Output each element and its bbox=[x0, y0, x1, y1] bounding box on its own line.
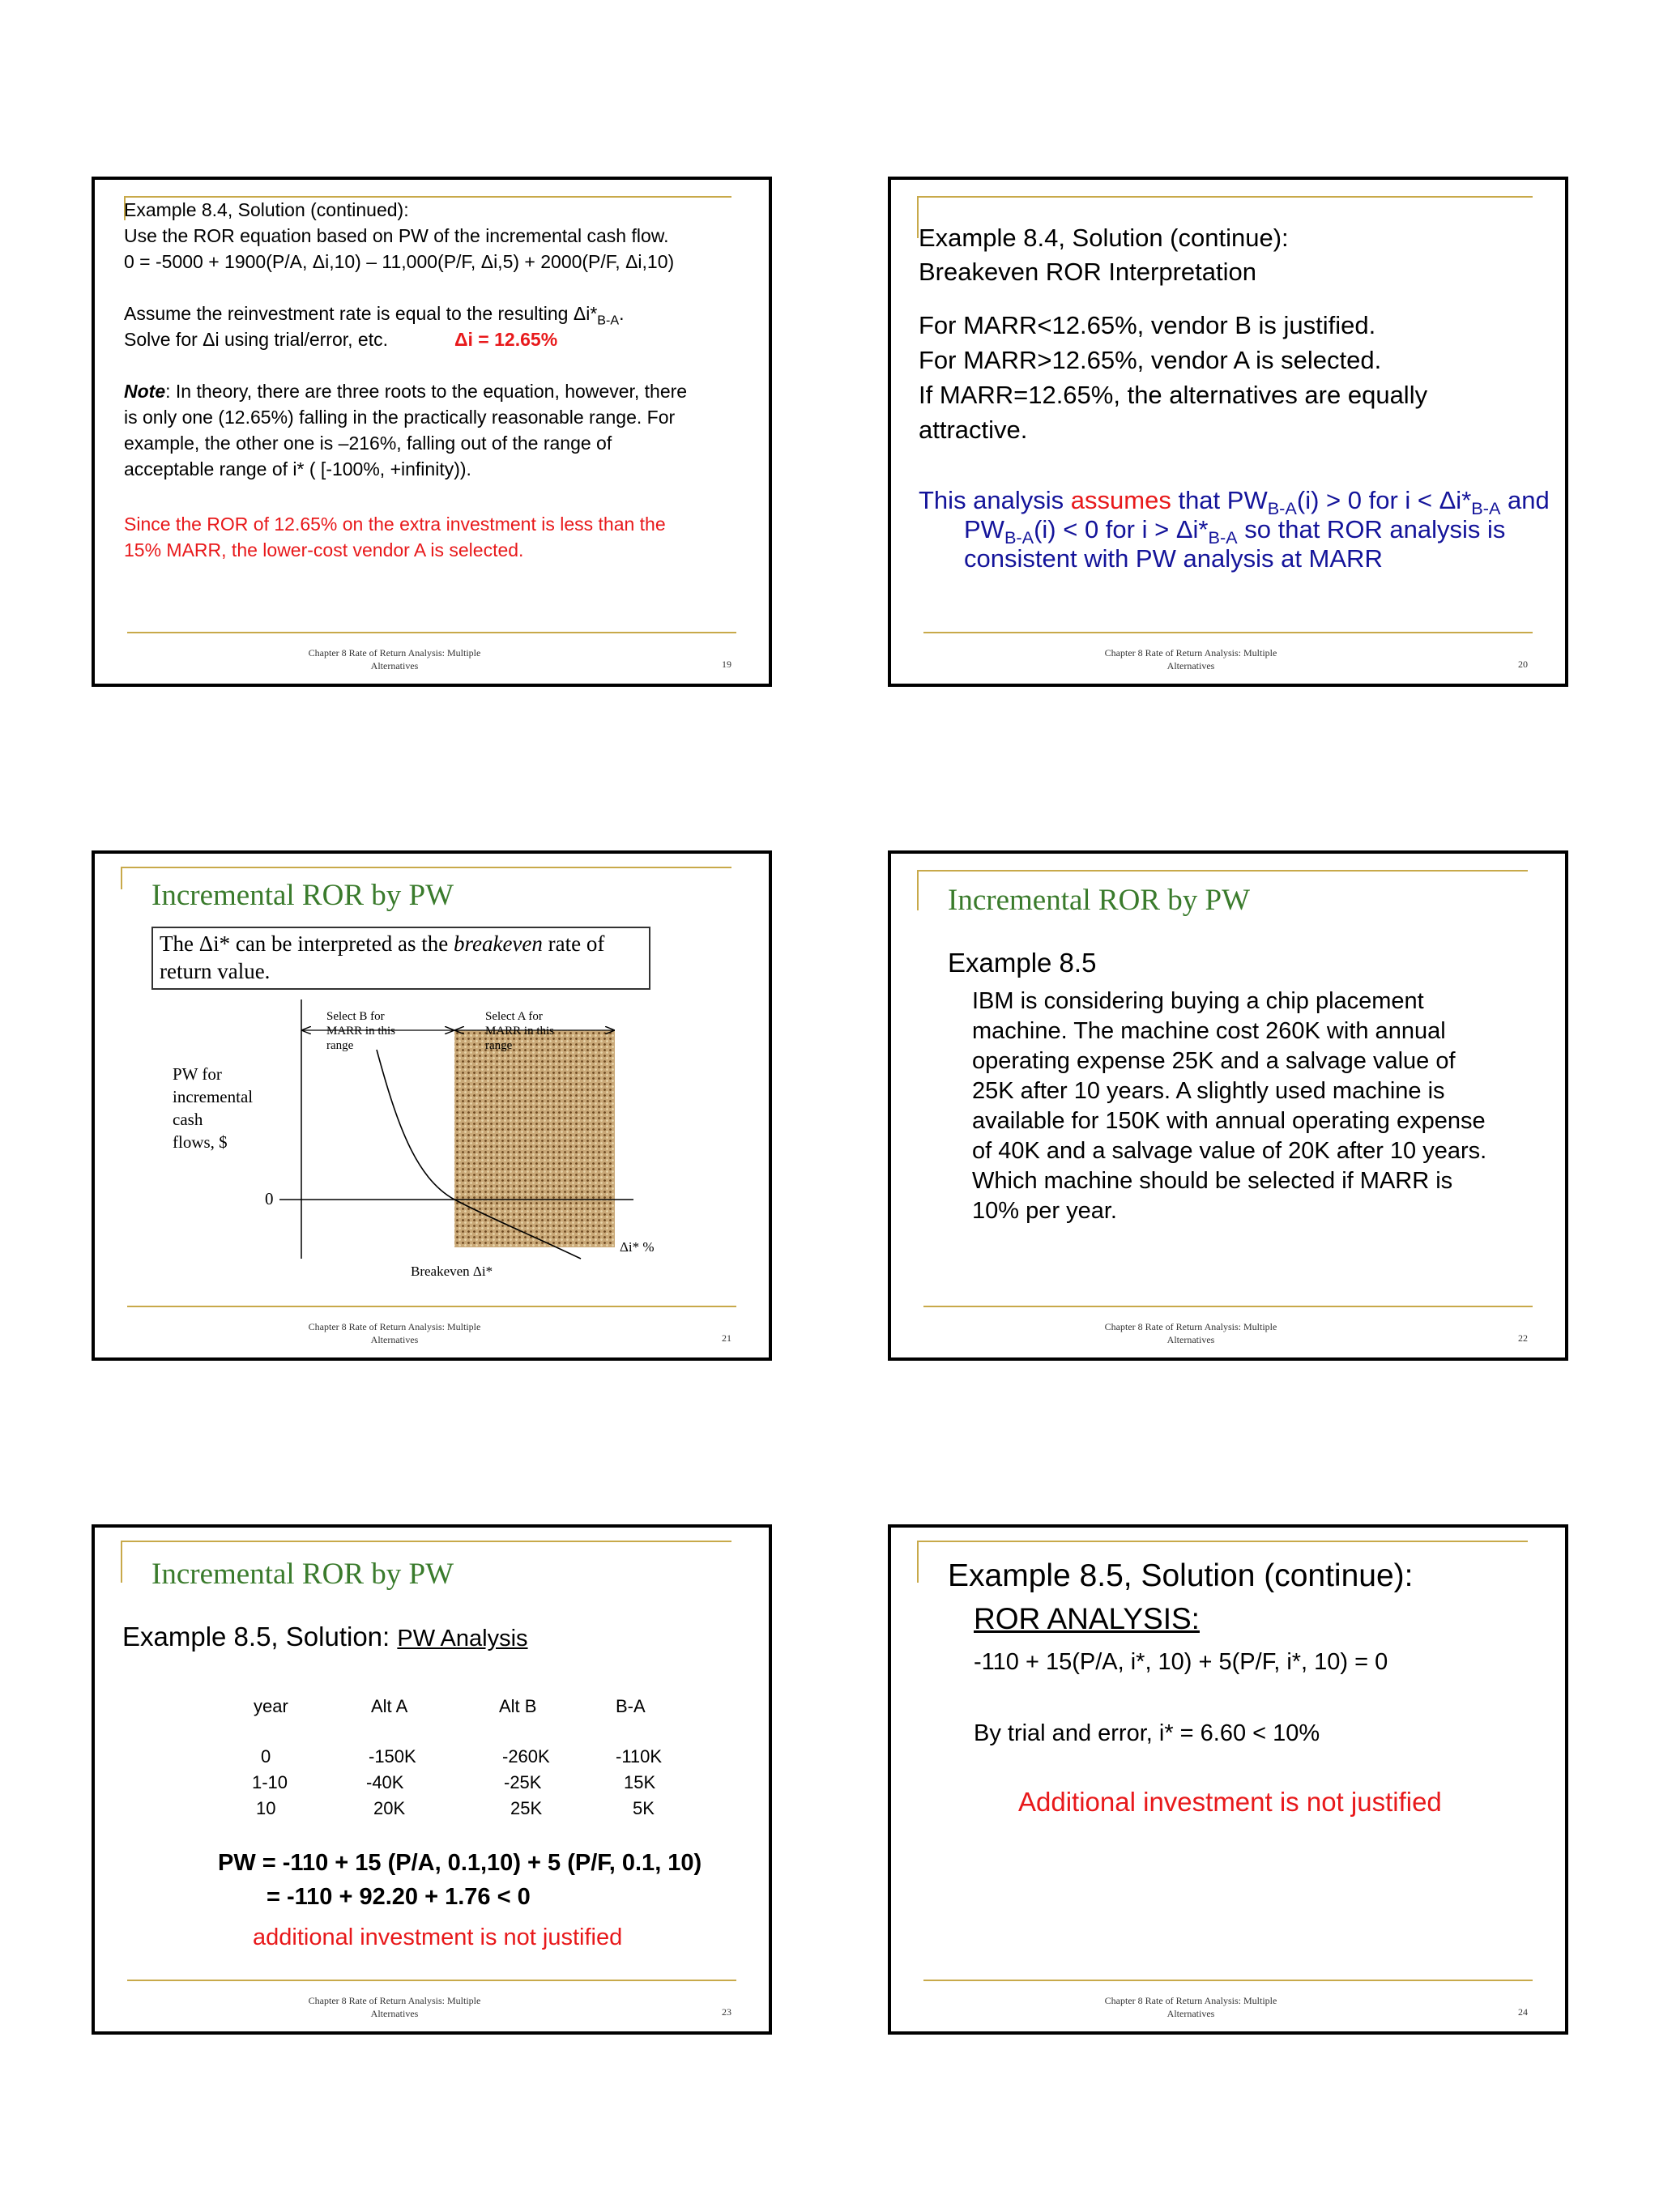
table-header-alt-a: Alt A bbox=[371, 1696, 408, 1716]
footer-text bbox=[257, 1994, 532, 2020]
slide-top-rule bbox=[124, 196, 731, 198]
body-line-2: machine. The machine cost 260K with annual bbox=[972, 1018, 1446, 1044]
footer-rule bbox=[923, 1980, 1533, 1981]
footer-line-2: Alternatives bbox=[370, 660, 419, 671]
body-line-8: 10% per year. bbox=[972, 1198, 1117, 1224]
slide-text-line: Use the ROR equation based on PW of the incremental cash flow. bbox=[124, 225, 669, 246]
table-header-alt-b: Alt B bbox=[499, 1696, 537, 1716]
conclusion-line-1: Since the ROR of 12.65% on the extra investment is less than the bbox=[124, 514, 666, 535]
table-cell: 1-10 bbox=[252, 1772, 288, 1792]
footer-line-2: Alternatives bbox=[370, 1334, 419, 1345]
analysis-subscript: B-A bbox=[1208, 527, 1238, 548]
footer-line-2: Alternatives bbox=[370, 2008, 419, 2019]
breakeven-label: Breakeven Δi* bbox=[411, 1264, 493, 1279]
footer-line-1: Chapter 8 Rate of Return Analysis: Multiple bbox=[308, 647, 481, 658]
footer-text bbox=[1053, 1320, 1328, 1346]
slide-number: 22 bbox=[1518, 1332, 1528, 1344]
y-axis-label-line: PW for bbox=[173, 1064, 222, 1084]
slide-19 bbox=[92, 177, 772, 687]
slide-20 bbox=[888, 177, 1568, 687]
note-text: : In theory, there are three roots to the equation, however, there bbox=[165, 381, 688, 402]
table-cell: 20K bbox=[373, 1798, 406, 1818]
pw-curve bbox=[377, 1050, 581, 1259]
slide-title: Example 8.4, Solution (continue): bbox=[919, 224, 1289, 252]
table-cell: -25K bbox=[504, 1772, 542, 1792]
subtitle-text: Example 8.5, Solution: bbox=[122, 1622, 398, 1652]
body-line-7: Which machine should be selected if MARR is bbox=[972, 1168, 1453, 1194]
slide-subtitle: Breakeven ROR Interpretation bbox=[919, 258, 1256, 286]
note-line-1 bbox=[124, 381, 687, 403]
table-cell: 15K bbox=[624, 1772, 656, 1792]
assumption-text: Assume the reinvestment rate is equal to the resulting Δi* bbox=[124, 303, 598, 324]
body-line-3: If MARR=12.65%, the alternatives are equally bbox=[919, 381, 1428, 409]
assumption-subscript: B-A bbox=[597, 313, 620, 328]
slide-title: Incremental ROR by PW bbox=[948, 884, 1250, 917]
analysis-text: and bbox=[1500, 486, 1550, 514]
body-line-6: of 40K and a salvage value of 20K after 10 years. bbox=[972, 1138, 1487, 1164]
definition-text: The Δi* can be interpreted as the bbox=[160, 931, 454, 956]
slide-22 bbox=[888, 850, 1568, 1361]
trial-result: By trial and error, i* = 6.60 < 10% bbox=[974, 1720, 1320, 1746]
footer-line-1: Chapter 8 Rate of Return Analysis: Multiple bbox=[1104, 647, 1277, 658]
footer-text bbox=[1053, 1994, 1328, 2020]
zero-label: 0 bbox=[265, 1189, 274, 1208]
footer-rule bbox=[127, 1306, 736, 1307]
note-line-2: is only one (12.65%) falling in the practically reasonable range. For bbox=[124, 407, 676, 428]
footer-line-1: Chapter 8 Rate of Return Analysis: Multiple bbox=[1104, 1321, 1277, 1332]
table-cell: -150K bbox=[369, 1746, 416, 1767]
definition-emphasis: breakeven bbox=[453, 931, 543, 956]
table-cell: -110K bbox=[616, 1746, 663, 1767]
analysis-line-1 bbox=[919, 486, 1550, 519]
ror-equation: -110 + 15(P/A, i*, 10) + 5(P/F, i*, 10) = 0 bbox=[974, 1649, 1388, 1675]
pw-equation-line-2: = -110 + 92.20 + 1.76 < 0 bbox=[267, 1884, 531, 1910]
body-line-1: For MARR<12.65%, vendor B is justified. bbox=[919, 311, 1376, 339]
analysis-emphasis: assumes bbox=[1070, 486, 1171, 514]
body-line-5: available for 150K with annual operating expense bbox=[972, 1108, 1486, 1134]
footer-rule bbox=[923, 632, 1533, 633]
y-axis-label-line: incremental bbox=[173, 1087, 254, 1106]
analysis-text: so that ROR analysis is bbox=[1237, 515, 1506, 543]
slide-number: 23 bbox=[722, 2006, 731, 2018]
subtitle-underlined: PW Analysis bbox=[397, 1626, 528, 1652]
footer-line-2: Alternatives bbox=[1166, 1334, 1215, 1345]
footer-text bbox=[257, 646, 532, 672]
table-cell: 5K bbox=[633, 1798, 655, 1818]
footer-text bbox=[257, 1320, 532, 1346]
select-a-line: Select A for bbox=[485, 1010, 543, 1023]
slide-heading: Example 8.4, Solution (continued): bbox=[124, 199, 409, 220]
table-cell: 10 bbox=[256, 1798, 276, 1818]
footer-rule bbox=[923, 1306, 1533, 1307]
solve-text: Solve for Δi using trial/error, etc. bbox=[124, 329, 388, 350]
assumption-suffix: . bbox=[619, 303, 625, 324]
example-label: Example 8.5 bbox=[948, 948, 1097, 978]
footer-line-1: Chapter 8 Rate of Return Analysis: Multiple bbox=[308, 1321, 481, 1332]
slide-number: 24 bbox=[1518, 2006, 1528, 2018]
slide-24 bbox=[888, 1524, 1568, 2035]
slide-top-rule bbox=[917, 870, 1528, 872]
slide-top-rule bbox=[121, 1541, 731, 1542]
body-line-1: IBM is considering buying a chip placement bbox=[972, 988, 1424, 1014]
table-cell: -260K bbox=[502, 1746, 550, 1767]
slide-title: Incremental ROR by PW bbox=[151, 879, 454, 912]
y-axis-label-line: flows, $ bbox=[173, 1132, 228, 1152]
pw-equation-line-1: PW = -110 + 15 (P/A, 0.1,10) + 5 (P/F, 0.1, 10) bbox=[218, 1850, 702, 1876]
analysis-subscript: B-A bbox=[1471, 498, 1501, 519]
analysis-text: that PW bbox=[1171, 486, 1268, 514]
slide-top-rule bbox=[917, 1541, 1528, 1542]
footer-line-1: Chapter 8 Rate of Return Analysis: Multiple bbox=[308, 1995, 481, 2006]
slide-title: Incremental ROR by PW bbox=[151, 1558, 454, 1591]
definition-line-2: return value. bbox=[160, 959, 271, 983]
footer-rule bbox=[127, 632, 736, 633]
slide-number: 19 bbox=[722, 658, 731, 670]
y-axis-label-line: cash bbox=[173, 1110, 203, 1129]
y-axis-label bbox=[173, 1063, 253, 1153]
select-b-line: MARR in this bbox=[326, 1025, 396, 1038]
select-a-line: range bbox=[485, 1039, 513, 1052]
select-a-label bbox=[485, 1009, 554, 1053]
select-b-line: range bbox=[326, 1039, 354, 1052]
footer-line-1: Chapter 8 Rate of Return Analysis: Multiple bbox=[1104, 1995, 1277, 2006]
footer-line-2: Alternatives bbox=[1166, 660, 1215, 671]
conclusion: Additional investment is not justified bbox=[1018, 1787, 1442, 1817]
table-header-b-a: B-A bbox=[616, 1696, 646, 1716]
analysis-line-3: consistent with PW analysis at MARR bbox=[964, 544, 1383, 573]
body-line-4: 25K after 10 years. A slightly used machine is bbox=[972, 1078, 1445, 1104]
conclusion-line-2: 15% MARR, the lower-cost vendor A is selected. bbox=[124, 539, 524, 560]
footer-rule bbox=[127, 1980, 736, 1981]
note-label: Note bbox=[124, 381, 166, 402]
select-b-label bbox=[326, 1009, 395, 1053]
slide-subtitle bbox=[122, 1622, 528, 1652]
note-line-3: example, the other one is –216%, falling out of the range of bbox=[124, 433, 612, 454]
analysis-text: PW bbox=[964, 515, 1004, 543]
slide-number: 20 bbox=[1518, 658, 1528, 670]
table-header-year: year bbox=[254, 1696, 288, 1716]
x-axis-label: Δi* % bbox=[620, 1239, 655, 1255]
slide-23 bbox=[92, 1524, 772, 2035]
slide-subtitle: ROR ANALYSIS: bbox=[974, 1602, 1200, 1635]
analysis-text: (i) < 0 for i > Δi* bbox=[1034, 515, 1209, 543]
note-line-4: acceptable range of i* ( [-100%, +infinity)). bbox=[124, 458, 471, 479]
slide-title: Example 8.5, Solution (continue): bbox=[948, 1558, 1414, 1593]
analysis-text: (i) > 0 for i < Δi* bbox=[1296, 486, 1472, 514]
conclusion: additional investment is not justified bbox=[253, 1924, 623, 1950]
equation: 0 = -5000 + 1900(P/A, Δi,10) – 11,000(P/F, Δi,5) + 2000(P/F, Δi,10) bbox=[124, 251, 675, 272]
slide-top-rule-vertical bbox=[917, 870, 919, 910]
definition-text: rate of bbox=[542, 931, 605, 956]
select-a-line: MARR in this bbox=[485, 1025, 555, 1038]
slide-top-rule bbox=[917, 196, 1533, 198]
table-cell: 0 bbox=[261, 1746, 271, 1767]
body-line-3: operating expense 25K and a salvage value of bbox=[972, 1048, 1456, 1074]
body-line-2: For MARR>12.65%, vendor A is selected. bbox=[919, 346, 1382, 374]
slide-top-rule-vertical bbox=[917, 1541, 919, 1583]
slide-21 bbox=[92, 850, 772, 1361]
analysis-text: This analysis bbox=[919, 486, 1071, 514]
result-value: Δi = 12.65% bbox=[454, 329, 558, 350]
slide-number: 21 bbox=[722, 1332, 731, 1344]
assumption-line bbox=[124, 303, 625, 329]
footer-line-2: Alternatives bbox=[1166, 2008, 1215, 2019]
analysis-line-2 bbox=[964, 515, 1505, 548]
select-b-line: Select B for bbox=[326, 1010, 385, 1023]
table-cell: -40K bbox=[366, 1772, 404, 1792]
analysis-subscript: B-A bbox=[1267, 498, 1297, 519]
slide-top-rule-vertical bbox=[121, 1541, 122, 1583]
footer-text bbox=[1053, 646, 1328, 672]
analysis-subscript: B-A bbox=[1004, 527, 1034, 548]
body-line-4: attractive. bbox=[919, 416, 1028, 444]
table-cell: 25K bbox=[510, 1798, 543, 1818]
